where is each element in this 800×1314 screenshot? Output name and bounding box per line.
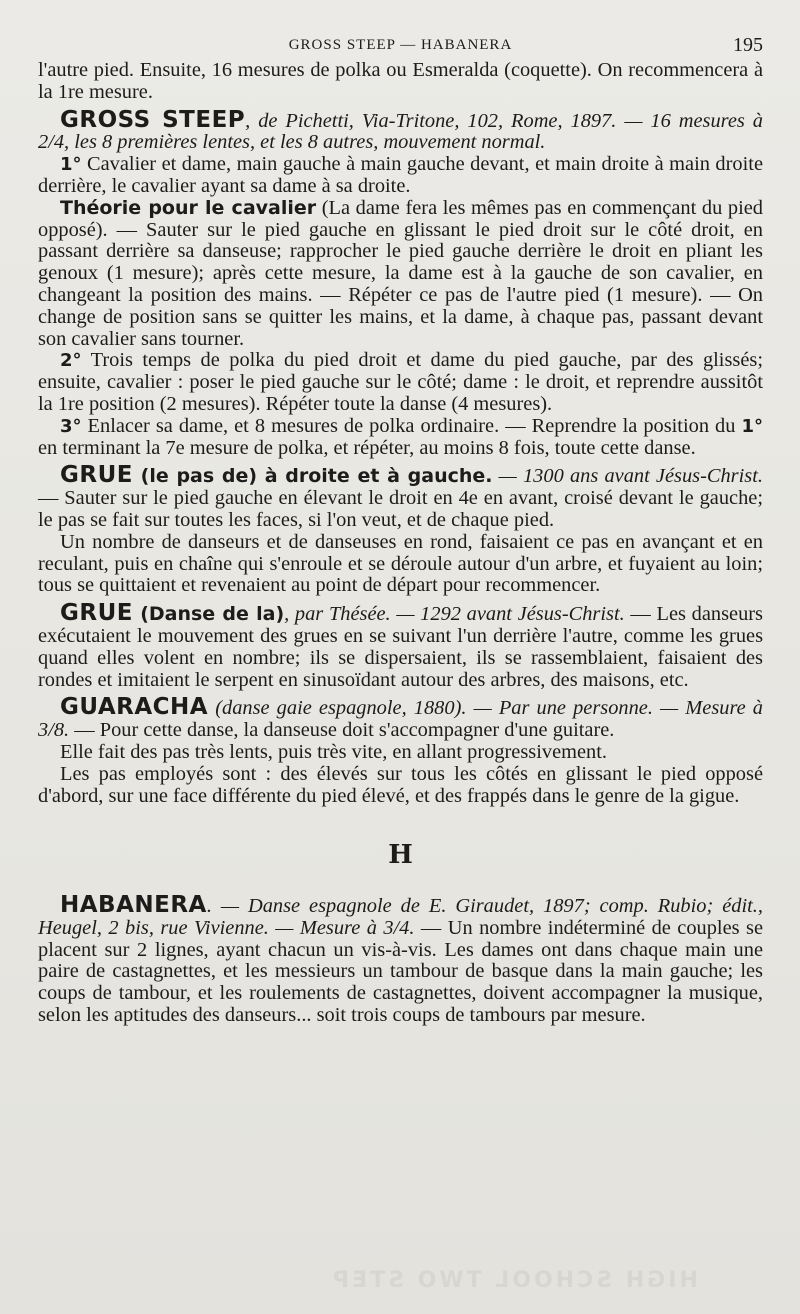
- gross-steep-theory: [38, 198, 763, 351]
- step-number: 3°: [60, 415, 82, 437]
- habanera-source: . — Danse espagnole de E. Giraudet, 1897; comp. Rubio; édit., Heugel, 2 bis, rue Vivienne. — Mesure à 3/4.: [38, 895, 763, 939]
- step-text: Trois temps de polka du pied droit et dame du pied gauche, par des glissés; ensuite, cavalier : poser le pied gauche sur le côté; dame : le droit, et reprendre aussitôt la 1re position (2 mesures). Répéter toute la danse (4 mesures).: [38, 349, 763, 415]
- step-text: Enlacer sa dame, et 8 mesures de polka ordinaire. — Reprendre la position du: [81, 414, 742, 437]
- entry-grue-danse: [38, 600, 763, 691]
- theory-text: (La dame fera les mêmes pas en commençant du pied opposé). — Sauter sur le pied gauche en glissant le pied droit sur le côté droit, en passant derrière sa danseuse; rapprocher le pied gauche derrière le droit en pliant les genoux (1 mesure); après cette mesure, la dame est à la gauche de son cavalier, en changeant la position des mains. — Répéter ce pas de l'autre pied (1 mesure). — On change de position sans se quitter les mains, et la dame, à chaque pas, passant devant son cavalier sans tourner.: [38, 196, 763, 350]
- grue-pas-text: — Sauter sur le pied gauche en élevant le droit en 4e en avant, croisé devant le gauche; le pas se fait sur toutes les faces, si l'on veut, et de chaque pied.: [38, 487, 763, 531]
- headword-habanera: HABANERA: [60, 892, 207, 919]
- habanera-text: — Un nombre indéterminé de couples se placent sur 2 lignes, ayant chacun un vis-à-vis. Les dames ont dans chaque main une paire de castagnettes, et les messieurs un tambour de basque dans la main gauche; les coups de tambour, et les roulements de castagnettes, doivent accompagner la musique, selon les aptitudes des danseurs... soit trois coups de tambours par mesure.: [38, 916, 763, 1027]
- grue-pas-date: — 1300 ans avant Jésus-Christ.: [492, 465, 763, 488]
- gross-steep-step-3: [38, 416, 763, 460]
- running-head: [38, 30, 763, 60]
- guaracha-paragraph-3: Les pas employés sont : des élevés sur tous les côtés en glissant le pied opposé d'abord, sur une face différente du pied élevé, et des frappés dans le genre de la gigue.: [38, 762, 763, 807]
- guaracha-text: — Pour cette danse, la danseuse doit s'accompagner d'une guitare.: [69, 719, 615, 742]
- intro-paragraph: l'autre pied. Ensuite, 16 mesures de polka ou Esmeralda (coquette). On recommencera à la 1re mesure.: [38, 59, 763, 103]
- theory-label: Théorie pour le cavalier: [60, 196, 317, 219]
- grue-danse-source: , par Thésée. — 1292 avant Jésus-Christ.: [284, 603, 625, 626]
- step-text-continued: en terminant la 7e mesure de polka, et répéter, au moins 8 fois, toute cette danse.: [38, 436, 696, 459]
- guaracha-paragraph-2: Elle fait des pas très lents, puis très vite, en allant progressivement.: [60, 740, 608, 763]
- body-text: [38, 60, 763, 1027]
- page-number: 195: [733, 34, 763, 56]
- entry-grue-pas: [38, 462, 763, 531]
- headword-grue-danse: GRUE: [60, 600, 133, 627]
- guaracha-source: (danse gaie espagnole, 1880). — Par une personne. — Mesure à 3/8.: [38, 697, 763, 742]
- gross-steep-step-1: [38, 154, 763, 198]
- headword-gross-steep: GROSS STEEP: [60, 106, 246, 133]
- grue-danse-subhead: (Danse de la): [132, 603, 285, 626]
- show-through-text: HIGH SCHOOL TWO STEP: [330, 1268, 698, 1293]
- gross-steep-source: , de Pichetti, Via-Tritone, 102, Rome, 1897. — 16 mesures à 2/4, les 8 premières lentes, et les 8 autres, mouvement normal.: [38, 109, 763, 154]
- headword-grue: GRUE: [60, 462, 133, 489]
- step-number: 1°: [60, 154, 82, 176]
- step-reference: 1°: [741, 415, 763, 437]
- entry-gross-steep: [38, 106, 763, 155]
- step-number: 2°: [60, 350, 82, 372]
- grue-pas-subhead: (le pas de) à droite et à gauche.: [132, 465, 493, 488]
- entry-guaracha: [38, 694, 763, 742]
- step-text: Cavalier et dame, main gauche à main gauche devant, et main droite à main droite derrière, le cavalier ayant sa dame à sa droite.: [38, 153, 763, 197]
- grue-pas-paragraph: Un nombre de danseurs et de danseuses en rond, faisaient ce pas en avançant et en reculant, puis en chaîne qui s'enroule et se déroule autour d'un arbre, et fuyaient au loin; tous se quittaient et revenaient au point de départ pour recommencer.: [38, 530, 763, 597]
- grue-danse-text: — Les danseurs exécutaient le mouvement des grues en se suivant l'un derrière l'autre, comme les grues quand elles volent en nombre; ils se dispersaient, ils se rassemblaient, faisaient des rondes et imitaient le serpent en sinusoïdant autour des arbres, des maisons, etc.: [38, 603, 763, 691]
- entry-habanera: [38, 892, 763, 1027]
- gross-steep-step-2: [38, 350, 763, 415]
- headword-guaracha: GUARACHA: [60, 694, 209, 721]
- section-letter: H: [388, 840, 413, 871]
- running-title: GROSS STEEP — HABANERA: [288, 37, 513, 53]
